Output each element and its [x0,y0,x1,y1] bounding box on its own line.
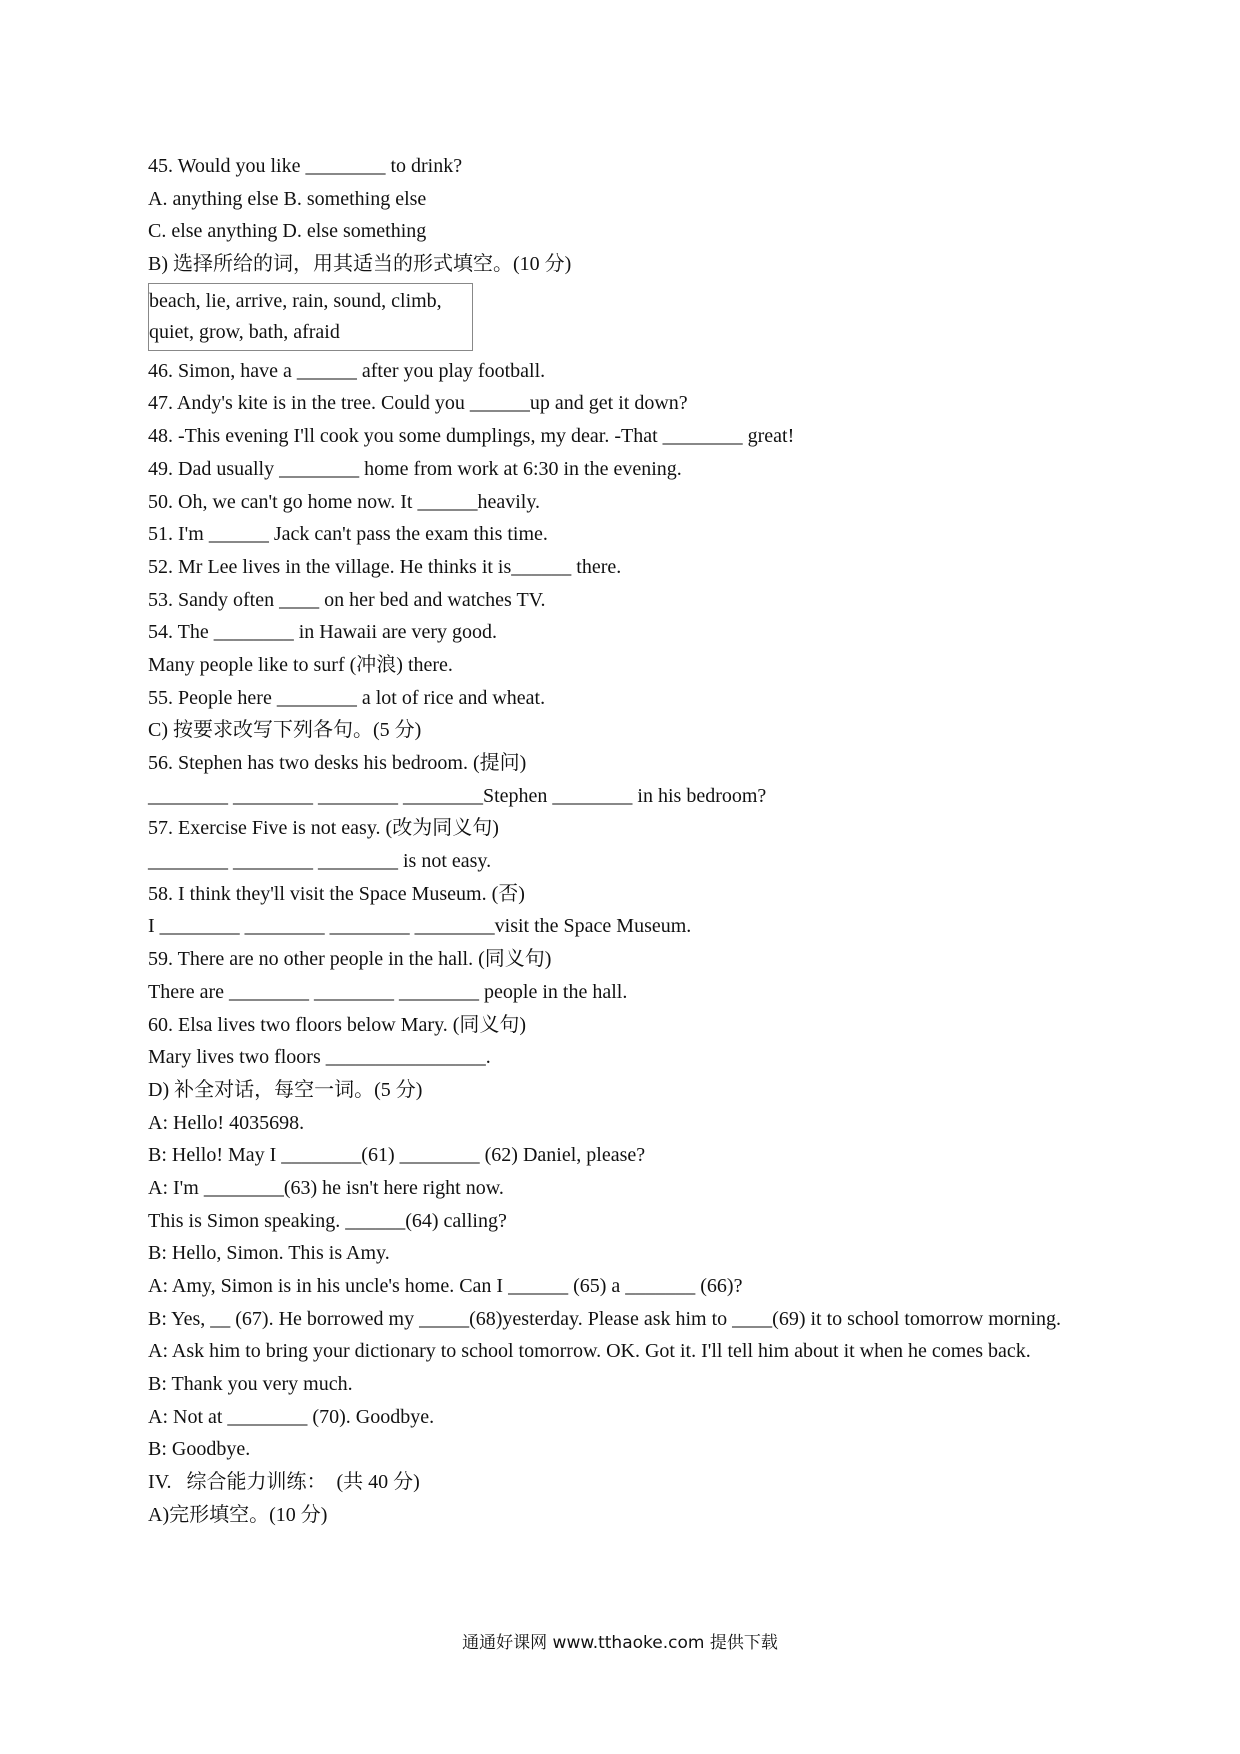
dialogue-line: A: Amy, Simon is in his uncle's home. Can I ______ (65) a _______ (66)? [148,1275,743,1297]
question-54-continued: Many people like to surf (冲浪) there. [148,653,453,676]
dialogue-line: A: I'm ________(63) he isn't here right now. [148,1176,504,1199]
worksheet-content [148,150,1098,1532]
question-56: 56. Stephen has two desks his bedroom. (提问) [148,752,527,774]
section-iv-a-heading: A)完形填空。(10 分) [148,1503,328,1526]
dialogue-line: This is Simon speaking. ______(64) calling? [148,1209,507,1232]
question-53: 53. Sandy often ____ on her bed and watches TV. [148,588,546,611]
page-footer: 通通好课网 www.tthaoke.com 提供下载 [462,1633,778,1653]
dialogue-line: B: Hello, Simon. This is Amy. [148,1242,390,1265]
answer-59: There are ________ ________ ________ people in the hall. [148,980,628,1003]
dialogue-line: B: Thank you very much. [148,1373,353,1396]
question-50: 50. Oh, we can't go home now. It ______heavily. [148,490,541,513]
question-46: 46. Simon, have a ______ after you play football. [148,359,546,382]
dialogue-line: B: Hello! May I ________(61) ________ (62) Daniel, please? [148,1144,646,1167]
option-ab: A. anything else B. something else [148,187,427,210]
dialogue-line: A: Hello! 4035698. [148,1111,305,1134]
dialogue-paragraph: A: Ask him to bring your dictionary to school tomorrow. OK. Got it. I'll tell him about it when he comes back. [148,1340,1031,1363]
question-59: 59. There are no other people in the hall. (同义句) [148,948,552,971]
word-bank-line: beach, lie, arrive, rain, sound, climb, [149,289,442,312]
question-45: 45. Would you like ________ to drink? [148,155,463,177]
answer-58: I ________ ________ ________ ________visit the Space Museum. [148,915,692,938]
section-iv-heading: IV. 综合能力训练： (共 40 分) [148,1471,420,1494]
option-cd: C. else anything D. else something [148,220,427,243]
question-54: 54. The ________ in Hawaii are very good. [148,621,497,644]
question-55: 55. People here ________ a lot of rice and wheat. [148,686,546,709]
dialogue-line: A: Not at ________ (70). Goodbye. [148,1405,435,1428]
answer-57: ________ ________ ________ is not easy. [148,850,492,873]
section-c-heading: C) 按要求改写下列各句。(5 分) [148,719,422,742]
question-57: 57. Exercise Five is not easy. (改为同义句) [148,817,499,840]
question-51: 51. I'm ______ Jack can't pass the exam this time. [148,523,548,546]
word-bank-box [148,283,473,351]
question-58: 58. I think they'll visit the Space Museum. (否) [148,882,525,905]
section-b-heading: B) 选择所给的词，用其适当的形式填空。(10 分) [148,253,572,276]
question-60: 60. Elsa lives two floors below Mary. (同义句) [148,1013,527,1036]
question-48: 48. -This evening I'll cook you some dumplings, my dear. -That ________ great! [148,425,795,448]
dialogue-paragraph: B: Yes, __ (67). He borrowed my _____(68)yesterday. Please ask him to ____(69) it to school tomorrow morning. [148,1307,1062,1330]
question-49: 49. Dad usually ________ home from work at 6:30 in the evening. [148,457,682,480]
word-bank-line: quiet, grow, bath, afraid [149,320,340,343]
section-d-heading: D) 补全对话，每空一词。(5 分) [148,1078,423,1101]
answer-60: Mary lives two floors ________________. [148,1046,491,1069]
question-47: 47. Andy's kite is in the tree. Could you ______up and get it down? [148,392,688,415]
question-52: 52. Mr Lee lives in the village. He thinks it is______ there. [148,555,622,578]
dialogue-line: B: Goodbye. [148,1438,251,1461]
answer-56: ________ ________ ________ ________Stephen ________ in his bedroom? [148,784,767,807]
